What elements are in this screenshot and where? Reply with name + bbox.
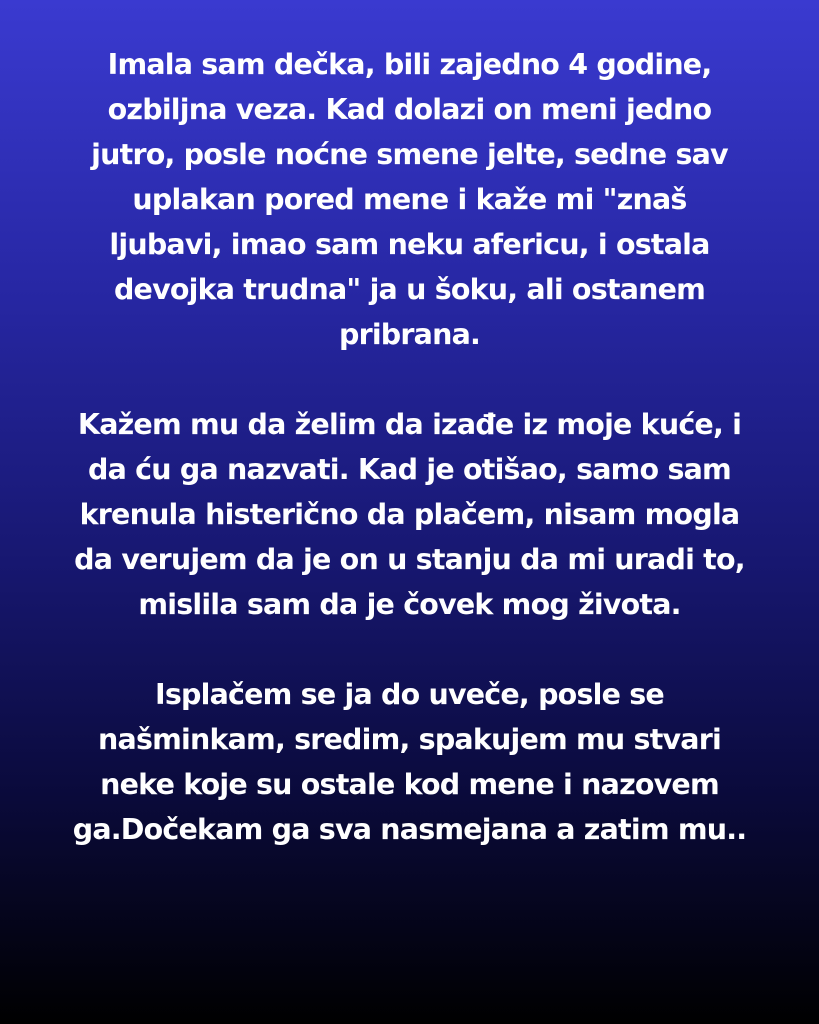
- text-line: pribrana.: [338, 318, 481, 351]
- text-line: uplakan pored mene i kaže mi "znaš: [132, 183, 687, 216]
- text-line: jutro, posle noćne smene jelte, sedne sav: [91, 138, 728, 171]
- story-text: [0, 42, 819, 852]
- story-paragraph-3: [15, 672, 805, 852]
- text-line: da verujem da je on u stanju da mi uradi to,: [74, 543, 745, 576]
- text-line: našminkam, sredim, spakujem mu stvari: [98, 723, 721, 756]
- text-line: Isplačem se ja do uveče, posle se: [155, 678, 664, 711]
- text-line: ga.Dočekam ga sva nasmejana a zatim mu..: [72, 813, 747, 846]
- text-line: krenula histerično da plačem, nisam mogla: [79, 498, 740, 531]
- text-line: Imala sam dečka, bili zajedno 4 godine,: [107, 48, 712, 81]
- text-line: Kažem mu da želim da izađe iz moje kuće, i: [77, 408, 742, 441]
- story-paragraph-1: [15, 42, 805, 357]
- text-line: da ću ga nazvati. Kad je otišao, samo sam: [88, 453, 731, 486]
- text-line: devojka trudna" ja u šoku, ali ostanem: [113, 273, 706, 306]
- text-line: ljubavi, imao sam neku afericu, i ostala: [109, 228, 710, 261]
- text-line: ozbiljna veza. Kad dolazi on meni jedno: [107, 93, 712, 126]
- story-paragraph-2: [15, 402, 805, 627]
- text-line: mislila sam da je čovek mog života.: [138, 588, 681, 621]
- text-line: neke koje su ostale kod mene i nazovem: [100, 768, 719, 801]
